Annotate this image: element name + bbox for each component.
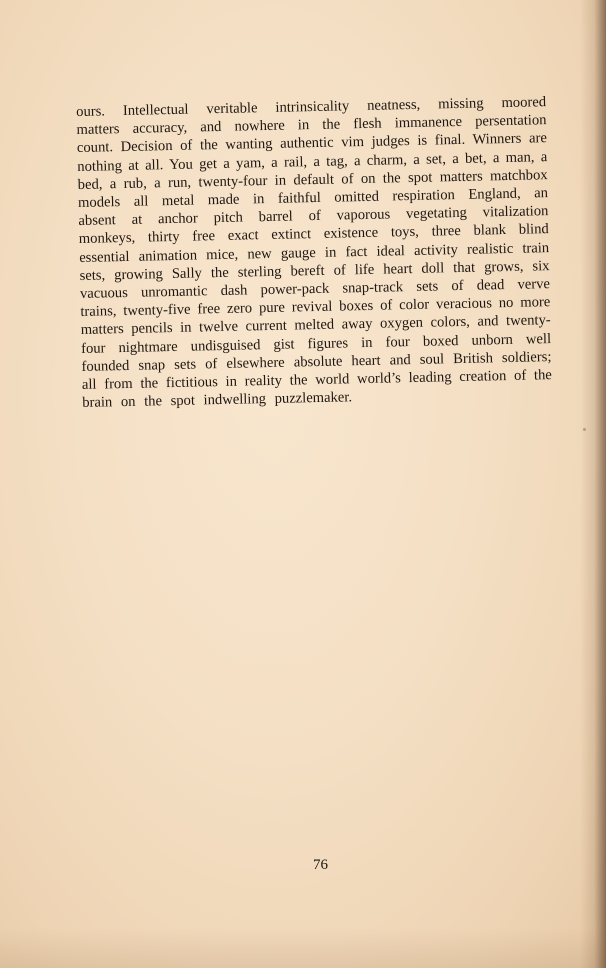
page-number: 76 (313, 857, 328, 873)
paper-speck (583, 428, 586, 431)
text-line: vacuous unromantic dash power-pack snap-track sets of dead verve (79, 276, 551, 302)
text-line: trains, twenty-five free zero pure revival boxes of color veracious no more (80, 294, 551, 321)
text-line: all from the fictitious in reality the world world’s leading creation of the (81, 367, 552, 393)
text-line: essential animation mice, new gauge in fact ideal activity realistic train (79, 239, 550, 266)
text-line: sets, growing Sally the sterling bereft of life heart doll that grows, six (79, 257, 550, 284)
text-line: founded snap sets of elsewhere absolute heart and soul British soldiers; (81, 348, 552, 375)
text-line: bed, a rub, a run, twenty-four in default of on the spot matters matchbox (77, 166, 548, 193)
text-line: count. Decision of the wanting authentic vim judges is final. Winners are (76, 130, 548, 157)
text-line: models all metal made in faithful omitted respiration England, an (77, 185, 549, 211)
page-bottom-shade (0, 928, 606, 968)
text-line: matters accuracy, and nowhere in the flesh immanence persentation (76, 112, 547, 139)
text-line: absent at anchor pitch barrel of vaporous vegetating vitalization (78, 203, 549, 230)
text-line: ours. Intellectual veritable intrinsicality neatness, missing moored (76, 94, 547, 120)
text-line: four nightmare undisguised gist figures in four boxed unborn well (80, 330, 552, 357)
text-line: matters pencils in twelve current melted away oxygen colors, and twenty- (80, 312, 551, 339)
body-paragraph (76, 93, 552, 412)
text-line: nothing at all. You get a yam, a rail, a tag, a charm, a set, a bet, a man, a (77, 148, 548, 175)
text-line: monkeys, thirty free exact extinct existence toys, three blank blind (78, 221, 549, 248)
page-edge-shadow (580, 0, 606, 968)
text-line: brain on the spot indwelling puzzlemaker. (82, 389, 353, 412)
